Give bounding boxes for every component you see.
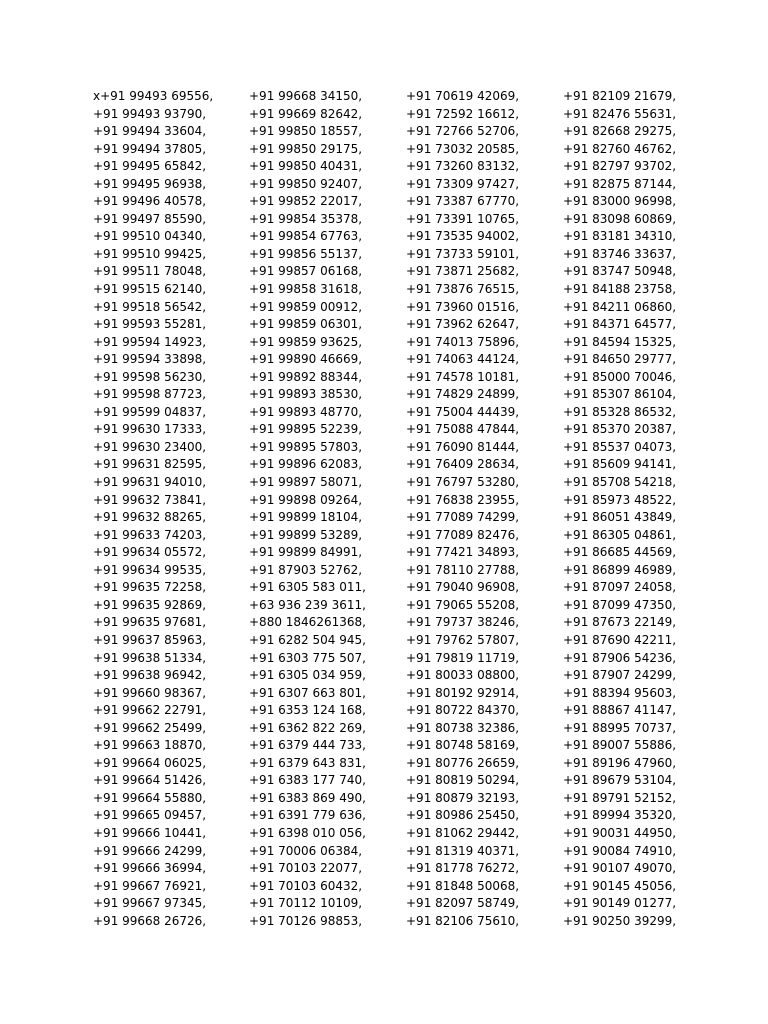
- phone-number-entry: +91 85708 54218,: [563, 475, 677, 490]
- phone-number-entry: +91 74829 24899,: [406, 387, 520, 402]
- phone-number-entry: +91 88995 70737,: [563, 720, 677, 735]
- phone-number-entry: +91 84371 64577,: [563, 317, 677, 332]
- phone-number-entry: +91 99594 33898,: [93, 352, 207, 367]
- phone-number-entry: +91 80748 58169,: [406, 738, 520, 753]
- phone-number-entry: +91 99854 35378,: [249, 211, 363, 226]
- phone-number-entry: +91 99668 34150,: [249, 89, 363, 103]
- phone-number-entry: +91 6307 663 801,: [249, 685, 366, 700]
- phone-number-entry: +91 99511 78048,: [93, 264, 207, 279]
- phone-number-entry: +91 99899 53289,: [249, 527, 363, 542]
- phone-number-entry: +91 88394 95603,: [563, 685, 677, 700]
- phone-number-entry: +91 74578 10181,: [406, 369, 520, 384]
- phone-number-entry: +91 73733 59101,: [406, 246, 520, 261]
- phone-number-entry: +91 79737 38246,: [406, 615, 520, 630]
- phone-number-entry: +91 82097 58749,: [406, 896, 520, 911]
- phone-number-entry: +91 99632 88265,: [93, 510, 207, 525]
- phone-number-entry: +91 87903 52762,: [249, 562, 363, 577]
- phone-number-entry: +91 87097 24058,: [563, 580, 677, 595]
- phone-number-entry: +91 99859 06301,: [249, 317, 363, 332]
- phone-number-entry: +91 89791 52152,: [563, 790, 677, 805]
- phone-number-entry: +91 6383 177 740,: [249, 773, 366, 788]
- phone-number-entry: +91 73876 76515,: [406, 282, 520, 297]
- phone-number-entry: +91 83746 33637,: [563, 246, 677, 261]
- phone-number-entry: +91 90250 39299,: [563, 913, 677, 928]
- phone-number-entry: +91 6362 822 269,: [249, 720, 366, 735]
- phone-number-entry: +91 99893 48770,: [249, 404, 363, 419]
- phone-number-entry: +91 99668 26726,: [93, 913, 207, 928]
- phone-number-entry: +91 86899 46989,: [563, 562, 677, 577]
- phone-number-entry: +91 70112 10109,: [249, 896, 363, 911]
- phone-number-entry: +91 99518 56542,: [93, 299, 207, 314]
- phone-number-entry: +91 87907 24299,: [563, 668, 677, 683]
- phone-number-entry: +91 99598 56230,: [93, 369, 207, 384]
- phone-number-entry: +91 76797 53280,: [406, 475, 520, 490]
- phone-number-entry: +91 82668 29275,: [563, 124, 677, 139]
- phone-number-entry: +91 70126 98853,: [249, 913, 363, 928]
- phone-number-entry: +91 80819 50294,: [406, 773, 520, 788]
- phone-number-entry: +91 90107 49070,: [563, 861, 677, 876]
- phone-number-entry: +91 99895 57803,: [249, 439, 363, 454]
- phone-number-entry: +91 70103 22077,: [249, 861, 363, 876]
- phone-number-entry: +91 6391 779 636,: [249, 808, 366, 823]
- phone-column-3: [406, 88, 519, 930]
- phone-number-entry: +91 70006 06384,: [249, 843, 363, 858]
- phone-number-entry: +91 99669 82642,: [249, 106, 363, 121]
- phone-number-entry: +91 81778 76272,: [406, 861, 520, 876]
- phone-number-entry: +91 87673 22149,: [563, 615, 677, 630]
- phone-number-entry: +91 72592 16612,: [406, 106, 520, 121]
- phone-number-entry: +91 76409 28634,: [406, 457, 520, 472]
- phone-number-entry: +91 84650 29777,: [563, 352, 677, 367]
- phone-number-entry: +63 936 239 3611,: [249, 597, 366, 612]
- phone-number-entry: +91 99496 40578,: [93, 194, 207, 209]
- phone-number-entry: +91 99594 14923,: [93, 334, 207, 349]
- phone-number-entry: +91 87690 42211,: [563, 632, 677, 647]
- phone-number-entry: +91 6305 583 011,: [249, 580, 366, 595]
- phone-number-entry: +91 74013 75896,: [406, 334, 520, 349]
- phone-number-entry: +91 75004 44439,: [406, 404, 520, 419]
- phone-number-entry: +91 99495 96938,: [93, 176, 207, 191]
- phone-number-entry: +91 99635 72258,: [93, 580, 207, 595]
- phone-number-entry: +91 99896 62083,: [249, 457, 363, 472]
- phone-number-entry: +91 82797 93702,: [563, 159, 677, 174]
- phone-number-entry: +91 99667 76921,: [93, 878, 207, 893]
- phone-number-entry: +91 99852 22017,: [249, 194, 363, 209]
- phone-number-entry: +91 89196 47960,: [563, 755, 677, 770]
- phone-number-entry: +91 90084 74910,: [563, 843, 677, 858]
- phone-number-entry: +91 77421 34893,: [406, 545, 520, 560]
- phone-number-entry: +91 77089 74299,: [406, 510, 520, 525]
- phone-number-entry: +91 99598 87723,: [93, 387, 207, 402]
- phone-number-entry: +91 99892 88344,: [249, 369, 363, 384]
- phone-number-entry: +91 99666 10441,: [93, 825, 207, 840]
- phone-number-entry: +91 85370 20387,: [563, 422, 677, 437]
- phone-number-entry: +91 99899 84991,: [249, 545, 363, 560]
- phone-number-entry: +91 85307 86104,: [563, 387, 677, 402]
- phone-number-entry: +91 99593 55281,: [93, 317, 207, 332]
- phone-number-entry: +91 99630 23400,: [93, 439, 207, 454]
- phone-number-entry: +91 6305 034 959,: [249, 668, 366, 683]
- phone-number-entry: +91 78110 27788,: [406, 562, 520, 577]
- phone-number-entry: +91 73387 67770,: [406, 194, 520, 209]
- phone-number-entry: +91 99599 04837,: [93, 404, 207, 419]
- phone-number-entry: +91 87099 47350,: [563, 597, 677, 612]
- phone-number-entry: +91 99635 92869,: [93, 597, 207, 612]
- phone-number-entry: +91 99859 93625,: [249, 334, 363, 349]
- phone-number-entry: +91 99666 24299,: [93, 843, 207, 858]
- phone-number-entry: +91 85328 86532,: [563, 404, 677, 419]
- phone-number-entry: +91 86051 43849,: [563, 510, 677, 525]
- phone-number-entry: +91 90145 45056,: [563, 878, 677, 893]
- phone-number-entry: +91 99634 99535,: [93, 562, 207, 577]
- phone-number-entry: +91 99662 25499,: [93, 720, 207, 735]
- phone-number-entry: +91 99858 31618,: [249, 282, 363, 297]
- phone-number-entry: +91 99850 18557,: [249, 124, 363, 139]
- phone-number-entry: +91 99890 46669,: [249, 352, 363, 367]
- phone-number-entry: +91 80738 32386,: [406, 720, 520, 735]
- phone-number-entry: +91 73962 62647,: [406, 317, 520, 332]
- phone-number-entry: +91 84211 06860,: [563, 299, 677, 314]
- phone-number-entry: +91 83181 34310,: [563, 229, 677, 244]
- phone-number-entry: +91 73871 25682,: [406, 264, 520, 279]
- phone-number-entry: +91 90031 44950,: [563, 825, 677, 840]
- phone-number-entry: +91 79065 55208,: [406, 597, 520, 612]
- phone-number-entry: +91 88867 41147,: [563, 703, 677, 718]
- phone-number-entry: +91 80033 08800,: [406, 668, 520, 683]
- phone-number-entry: +91 80722 84370,: [406, 703, 520, 718]
- phone-number-entry: +91 6383 869 490,: [249, 790, 366, 805]
- phone-number-entry: +91 99494 37805,: [93, 141, 207, 156]
- phone-number-entry: +91 80879 32193,: [406, 790, 520, 805]
- phone-number-entry: +91 99856 55137,: [249, 246, 363, 261]
- phone-number-entry: +91 99631 94010,: [93, 475, 207, 490]
- phone-number-entry: +91 99662 22791,: [93, 703, 207, 718]
- phone-number-entry: +91 83747 50948,: [563, 264, 677, 279]
- phone-number-entry: +91 99638 51334,: [93, 650, 207, 665]
- phone-number-entry: +91 99859 00912,: [249, 299, 363, 314]
- phone-number-entry: +91 83098 60869,: [563, 211, 677, 226]
- phone-number-entry: +91 99899 18104,: [249, 510, 363, 525]
- phone-number-entry: +91 74063 44124,: [406, 352, 520, 367]
- phone-column-1: [93, 88, 213, 930]
- phone-number-entry: +91 99515 62140,: [93, 282, 207, 297]
- phone-number-entry: x+91 99493 69556,: [93, 89, 214, 103]
- phone-number-entry: +91 6303 775 507,: [249, 650, 366, 665]
- phone-number-entry: +91 73260 83132,: [406, 159, 520, 174]
- phone-number-entry: +91 99893 38530,: [249, 387, 363, 402]
- phone-number-entry: +91 99510 04340,: [93, 229, 207, 244]
- phone-number-entry: +91 73032 20585,: [406, 141, 520, 156]
- phone-number-entry: +91 99494 33604,: [93, 124, 207, 139]
- phone-number-entry: +91 99898 09264,: [249, 492, 363, 507]
- phone-number-entry: +91 99664 51426,: [93, 773, 207, 788]
- phone-number-entry: +91 99632 73841,: [93, 492, 207, 507]
- phone-number-entry: +91 82875 87144,: [563, 176, 677, 191]
- phone-number-entry: +91 84188 23758,: [563, 282, 677, 297]
- phone-number-entry: +91 80986 25450,: [406, 808, 520, 823]
- phone-number-entry: +91 87906 54236,: [563, 650, 677, 665]
- phone-number-entry: +91 99493 93790,: [93, 106, 207, 121]
- phone-number-entry: +91 81848 50068,: [406, 878, 520, 893]
- phone-number-entry: +91 80776 26659,: [406, 755, 520, 770]
- phone-number-entry: +91 99634 05572,: [93, 545, 207, 560]
- phone-number-entry: +91 82476 55631,: [563, 106, 677, 121]
- phone-number-entry: +91 6353 124 168,: [249, 703, 366, 718]
- phone-number-entry: +91 82109 21679,: [563, 89, 677, 103]
- phone-number-entry: +91 70103 60432,: [249, 878, 363, 893]
- phone-number-entry: +91 99510 99425,: [93, 246, 207, 261]
- phone-number-entry: +91 77089 82476,: [406, 527, 520, 542]
- phone-number-entry: +91 99666 36994,: [93, 861, 207, 876]
- phone-number-entry: +91 99857 06168,: [249, 264, 363, 279]
- phone-number-entry: +91 79040 96908,: [406, 580, 520, 595]
- phone-number-entry: +91 75088 47844,: [406, 422, 520, 437]
- phone-number-entry: +91 83000 96998,: [563, 194, 677, 209]
- phone-number-entry: +91 85000 70046,: [563, 369, 677, 384]
- phone-number-entry: +91 89679 53104,: [563, 773, 677, 788]
- phone-number-entry: +91 6282 504 945,: [249, 632, 366, 647]
- phone-number-entry: +91 70619 42069,: [406, 89, 520, 103]
- phone-number-entry: +91 82106 75610,: [406, 913, 520, 928]
- phone-number-entry: +91 99635 97681,: [93, 615, 207, 630]
- phone-number-entry: +91 99664 55880,: [93, 790, 207, 805]
- phone-number-entry: +91 99667 97345,: [93, 896, 207, 911]
- phone-number-entry: +91 99637 85963,: [93, 632, 207, 647]
- phone-number-entry: +91 84594 15325,: [563, 334, 677, 349]
- phone-number-entry: +91 6379 444 733,: [249, 738, 366, 753]
- phone-number-entry: +91 99665 09457,: [93, 808, 207, 823]
- phone-number-entry: +91 73535 94002,: [406, 229, 520, 244]
- phone-number-entry: +91 85973 48522,: [563, 492, 677, 507]
- phone-number-entry: +91 99660 98367,: [93, 685, 207, 700]
- phone-number-entry: +91 76090 81444,: [406, 439, 520, 454]
- phone-number-entry: +91 72766 52706,: [406, 124, 520, 139]
- phone-number-entry: +91 89007 55886,: [563, 738, 677, 753]
- phone-number-entry: +91 99633 74203,: [93, 527, 207, 542]
- phone-number-entry: +91 90149 01277,: [563, 896, 677, 911]
- phone-number-entry: +91 99850 29175,: [249, 141, 363, 156]
- phone-number-entry: +91 73960 01516,: [406, 299, 520, 314]
- phone-number-entry: +91 81319 40371,: [406, 843, 520, 858]
- phone-number-entry: +91 85609 94141,: [563, 457, 677, 472]
- phone-number-entry: +91 99854 67763,: [249, 229, 363, 244]
- phone-number-entry: +91 81062 29442,: [406, 825, 520, 840]
- phone-number-entry: +91 6398 010 056,: [249, 825, 366, 840]
- phone-number-entry: +91 99850 40431,: [249, 159, 363, 174]
- phone-number-entry: +91 99638 96942,: [93, 668, 207, 683]
- phone-number-entry: +880 1846261368,: [249, 615, 366, 630]
- phone-number-entry: +91 99897 58071,: [249, 475, 363, 490]
- phone-number-entry: +91 99663 18870,: [93, 738, 207, 753]
- phone-number-entry: +91 99664 06025,: [93, 755, 207, 770]
- phone-number-entry: +91 79762 57807,: [406, 632, 520, 647]
- phone-number-entry: +91 76838 23955,: [406, 492, 520, 507]
- phone-number-entry: +91 6379 643 831,: [249, 755, 366, 770]
- phone-number-entry: +91 86685 44569,: [563, 545, 677, 560]
- phone-number-entry: +91 85537 04073,: [563, 439, 677, 454]
- phone-number-entry: +91 99495 65842,: [93, 159, 207, 174]
- phone-number-entry: +91 99630 17333,: [93, 422, 207, 437]
- phone-column-4: [563, 88, 676, 930]
- phone-number-entry: +91 99850 92407,: [249, 176, 363, 191]
- phone-number-entry: +91 82760 46762,: [563, 141, 677, 156]
- phone-number-entry: +91 99631 82595,: [93, 457, 207, 472]
- phone-number-entry: +91 99497 85590,: [93, 211, 207, 226]
- phone-number-entry: +91 99895 52239,: [249, 422, 363, 437]
- phone-number-entry: +91 86305 04861,: [563, 527, 677, 542]
- phone-number-entry: +91 89994 35320,: [563, 808, 677, 823]
- phone-number-entry: +91 79819 11719,: [406, 650, 520, 665]
- phone-number-entry: +91 80192 92914,: [406, 685, 520, 700]
- phone-number-entry: +91 73309 97427,: [406, 176, 520, 191]
- phone-number-entry: +91 73391 10765,: [406, 211, 520, 226]
- phone-column-2: [249, 88, 366, 930]
